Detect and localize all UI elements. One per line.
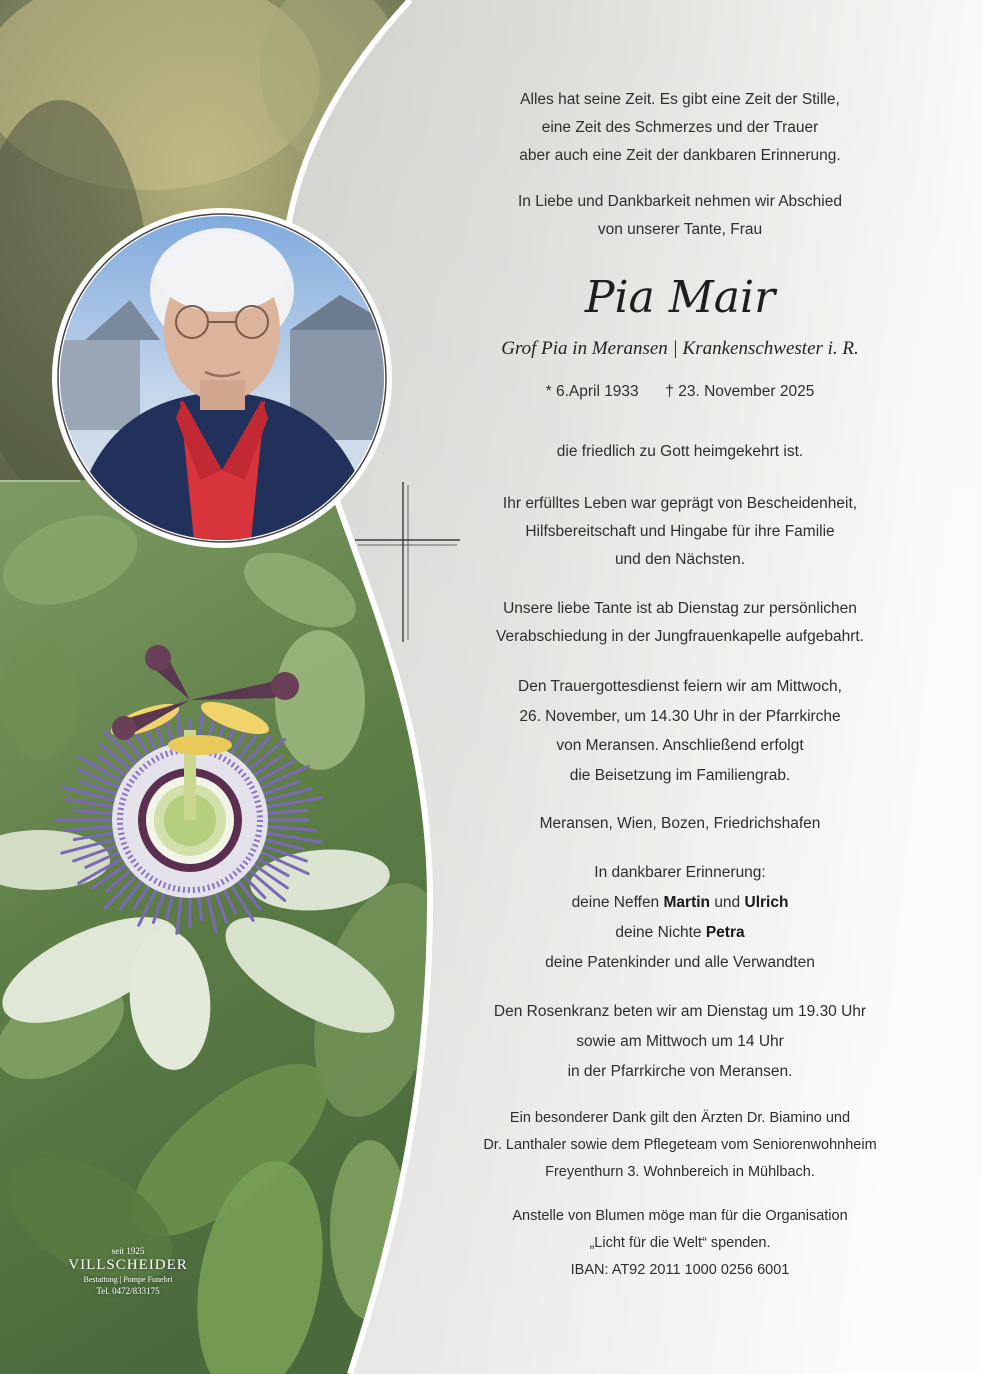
donation-line: Anstelle von Blumen möge man für die Organisation: [512, 1208, 848, 1224]
service-line: 26. November, um 14.30 Uhr in der Pfarrkirche: [519, 707, 841, 725]
quote-line: aber auch eine Zeit der dankbaren Erinnerung.: [519, 147, 841, 164]
birth-date: * 6.April 1933: [545, 383, 639, 400]
service-line: Den Trauergottesdienst feiern wir am Mittwoch,: [518, 678, 842, 695]
intro-line: In Liebe und Dankbarkeit nehmen wir Abschied: [518, 193, 842, 210]
deceased-subtitle: Grof Pia in Meransen | Krankenschwester i. R.: [501, 338, 859, 359]
nephews-and: und: [714, 894, 741, 911]
donation-line: „Licht für die Welt“ spenden.: [589, 1235, 771, 1251]
niece-name: Petra: [705, 924, 745, 941]
quote-line: Alles hat seine Zeit. Es gibt eine Zeit der Stille,: [520, 91, 840, 108]
life-dates: [430, 378, 930, 406]
thanks-text: [430, 1105, 930, 1186]
mourners-niece: [430, 918, 930, 948]
service-line: die Beisetzung im Familiengrab.: [569, 766, 791, 784]
rosary-line: in der Pfarrkirche von Meransen.: [567, 1063, 793, 1080]
deceased-name: Pia Mair: [584, 272, 776, 323]
niece-prefix: deine Nichte: [615, 924, 702, 941]
rosary-line: Den Rosenkranz beten wir am Dienstag um 19.30 Uhr: [493, 1003, 867, 1020]
logo-subtitle: Bestattung | Pompe Funebri: [83, 1275, 173, 1284]
mourners-nephews: [430, 888, 930, 918]
service-info: [430, 672, 930, 790]
thanks-line: Ein besonderer Dank gilt den Ärzten Dr. Biamino und: [509, 1110, 851, 1126]
rosary-line: sowie am Mittwoch um 14 Uhr: [576, 1033, 784, 1050]
mourners-others: deine Patenkinder und alle Verwandten: [545, 954, 815, 971]
donation-text: [430, 1203, 930, 1284]
thanks-line: Dr. Lanthaler sowie dem Pflegeteam vom Seniorenwohnheim: [483, 1137, 877, 1153]
logo-brand: VILLSCHEIDER: [68, 1257, 188, 1273]
intro-text: [430, 188, 930, 244]
logo-since: seit 1925: [111, 1246, 145, 1256]
iban: IBAN: AT92 2011 1000 0256 6001: [570, 1262, 790, 1278]
quote-line: eine Zeit des Schmerzes und der Trauer: [541, 119, 819, 136]
rosary-info: [430, 997, 930, 1087]
mourners-heading: In dankbarer Erinnerung:: [594, 864, 766, 881]
logo-phone: Tel. 0472/833175: [96, 1286, 160, 1296]
opening-quote: [430, 86, 930, 170]
viewing-info: [430, 595, 930, 651]
nephew-name: Ulrich: [744, 894, 789, 911]
nephews-prefix: deine Neffen: [571, 894, 660, 911]
life-line: Ihr erfülltes Leben war geprägt von Bescheidenheit,: [502, 495, 858, 512]
death-date: † 23. November 2025: [665, 383, 815, 400]
funeral-home-logo: [58, 1246, 198, 1297]
viewing-line: Verabschiedung in der Jungfrauenkapelle aufgebahrt.: [496, 628, 864, 645]
life-line: Hilfsbereitschaft und Hingabe für ihre Familie: [525, 523, 835, 540]
intro-line: von unserer Tante, Frau: [597, 221, 763, 238]
passed-line: die friedlich zu Gott heimgekehrt ist.: [556, 443, 804, 460]
viewing-line: Unsere liebe Tante ist ab Dienstag zur persönlichen: [503, 600, 857, 617]
service-line: von Meransen. Anschließend erfolgt: [556, 737, 804, 754]
nephew-name: Martin: [663, 894, 710, 911]
life-description: [430, 490, 930, 574]
life-line: und den Nächsten.: [614, 551, 746, 568]
thanks-line: Freyenthurn 3. Wohnbereich in Mühlbach.: [545, 1164, 815, 1180]
places: Meransen, Wien, Bozen, Friedrichshafen: [539, 815, 821, 832]
mourners: [430, 858, 930, 978]
